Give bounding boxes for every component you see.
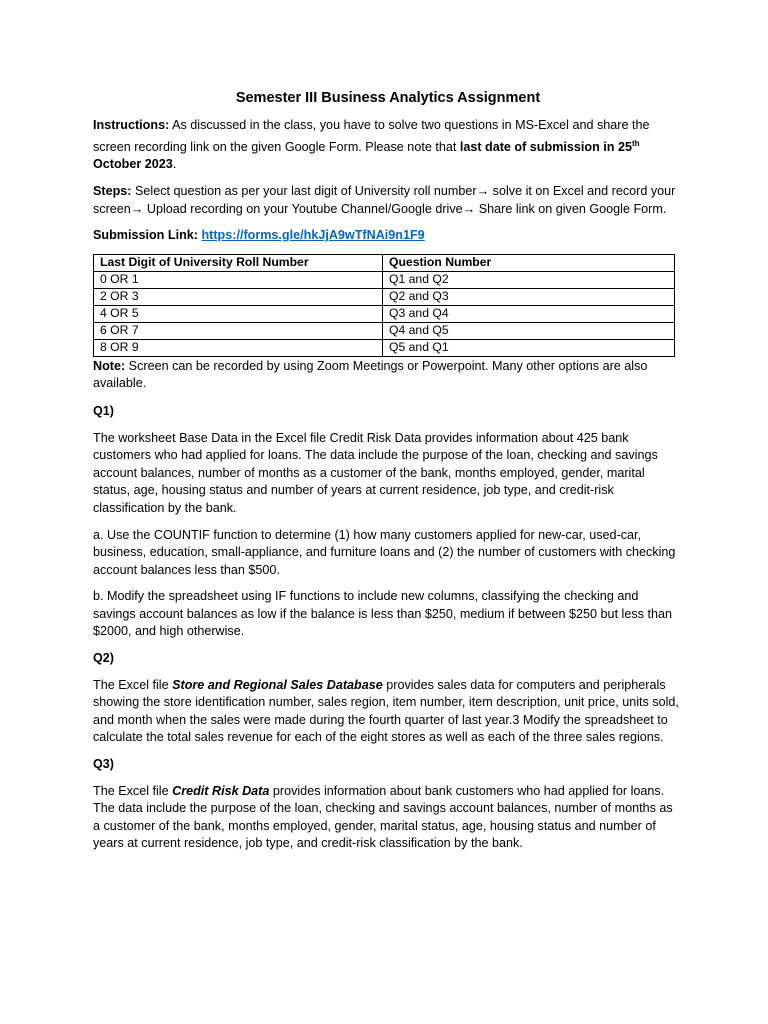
table-cell-roll-digit: 2 OR 3 bbox=[94, 288, 383, 305]
table-cell-question: Q4 and Q5 bbox=[383, 322, 675, 339]
submission-paragraph bbox=[93, 227, 683, 245]
roll-number-table bbox=[93, 254, 675, 357]
q3-description bbox=[93, 783, 683, 853]
deadline-text-month: October 2023 bbox=[93, 157, 173, 172]
table-cell-question: Q1 and Q2 bbox=[383, 271, 675, 288]
q3-text-pre: The Excel file bbox=[93, 783, 173, 798]
q1-part-b: b. Modify the spreadsheet using IF functions to include new columns, classifying the checking and savings account balances as low if the balance is less than $250, medium if between $250 but less than $2000, and high otherwise. bbox=[93, 589, 672, 639]
q1-heading: Q1) bbox=[93, 403, 114, 418]
q2-text-pre: The Excel file bbox=[93, 677, 173, 692]
document-title: Semester III Business Analytics Assignment bbox=[235, 90, 541, 106]
instructions-end: . bbox=[172, 157, 177, 172]
q1-part-a: a. Use the COUNTIF function to determine (1) how many customers applied for new-car, used-car, business, education, small-appliance, and furniture loans and (2) the number of customers with checking account balances less than $500. bbox=[93, 527, 676, 577]
note-text: Screen can be recorded by using Zoom Meetings or Powerpoint. Many other options are also available. bbox=[93, 358, 648, 391]
table-header-row bbox=[94, 254, 675, 271]
table-header-roll-digit: Last Digit of University Roll Number bbox=[94, 254, 383, 271]
table-cell-roll-digit: 0 OR 1 bbox=[94, 271, 383, 288]
table-row bbox=[94, 271, 675, 288]
steps-text: Select question as per your last digit of University roll number→ solve it on Excel and record your screen→ Upload recording on your Youtube Channel/Google drive→ Share link on given Google Form. bbox=[93, 183, 676, 216]
deadline-superscript: th bbox=[631, 138, 640, 148]
q2-text-post: provides sales data for computers and peripherals showing the store identification number, sales region, item number, item description, unit price, units sold, and month when the sales were made during the fourth quarter of last year.3 Modify the spreadsheet to calculate the total sales revenue for each of the eight stores as well as each of the three sales regions. bbox=[93, 677, 679, 745]
instructions-text: As discussed in the class, you have to solve two questions in MS-Excel and share the screen recording link on the given Google Form. Please note that bbox=[93, 118, 650, 154]
steps-paragraph bbox=[93, 183, 683, 218]
q1-description: The worksheet Base Data in the Excel file Credit Risk Data provides information about 425 bank customers who had applied for loans. The data include the purpose of the loan, checking and savings account balances, number of months as a customer of the bank, months employed, gender, marital status, age, housing status and number of years at current residence, job type, and credit-risk classification by the bank. bbox=[93, 430, 658, 515]
note-paragraph bbox=[93, 358, 683, 393]
q2-description bbox=[93, 677, 683, 747]
table-cell-question: Q5 and Q1 bbox=[383, 339, 675, 356]
table-cell-roll-digit: 6 OR 7 bbox=[94, 322, 383, 339]
table-row bbox=[94, 288, 675, 305]
q3-heading: Q3) bbox=[93, 757, 114, 772]
instructions-label: Instructions: bbox=[93, 118, 170, 132]
document-page bbox=[93, 88, 683, 862]
table-row bbox=[94, 339, 675, 356]
table-header-question: Question Number bbox=[383, 254, 675, 271]
table-row bbox=[94, 305, 675, 322]
q2-heading: Q2) bbox=[93, 651, 114, 666]
note-label: Note: bbox=[93, 358, 126, 373]
table-cell-roll-digit: 8 OR 9 bbox=[94, 339, 383, 356]
table-cell-roll-digit: 4 OR 5 bbox=[94, 305, 383, 322]
steps-label: Steps: bbox=[93, 183, 132, 198]
deadline-text: last date of submission in 25 bbox=[459, 139, 632, 154]
table-cell-question: Q2 and Q3 bbox=[383, 288, 675, 305]
submission-link[interactable]: https://forms.gle/hkJjA9wTfNAi9n1F9 bbox=[201, 228, 425, 243]
table-cell-question: Q3 and Q4 bbox=[383, 305, 675, 322]
table-row bbox=[94, 322, 675, 339]
q2-file-name: Store and Regional Sales Database bbox=[172, 677, 383, 692]
q3-file-name: Credit Risk Data bbox=[172, 783, 270, 798]
q3-text-post: provides information about bank customers who had applied for loans. The data include the purpose of the loan, checking and savings account balances, number of months as a customer of the bank, months employed, gender, marital status, age, housing status and number of years at current residence, job type, and credit-risk classification by the bank. bbox=[93, 783, 673, 851]
submission-label: Submission Link: bbox=[93, 228, 198, 243]
instructions-paragraph bbox=[93, 117, 683, 174]
